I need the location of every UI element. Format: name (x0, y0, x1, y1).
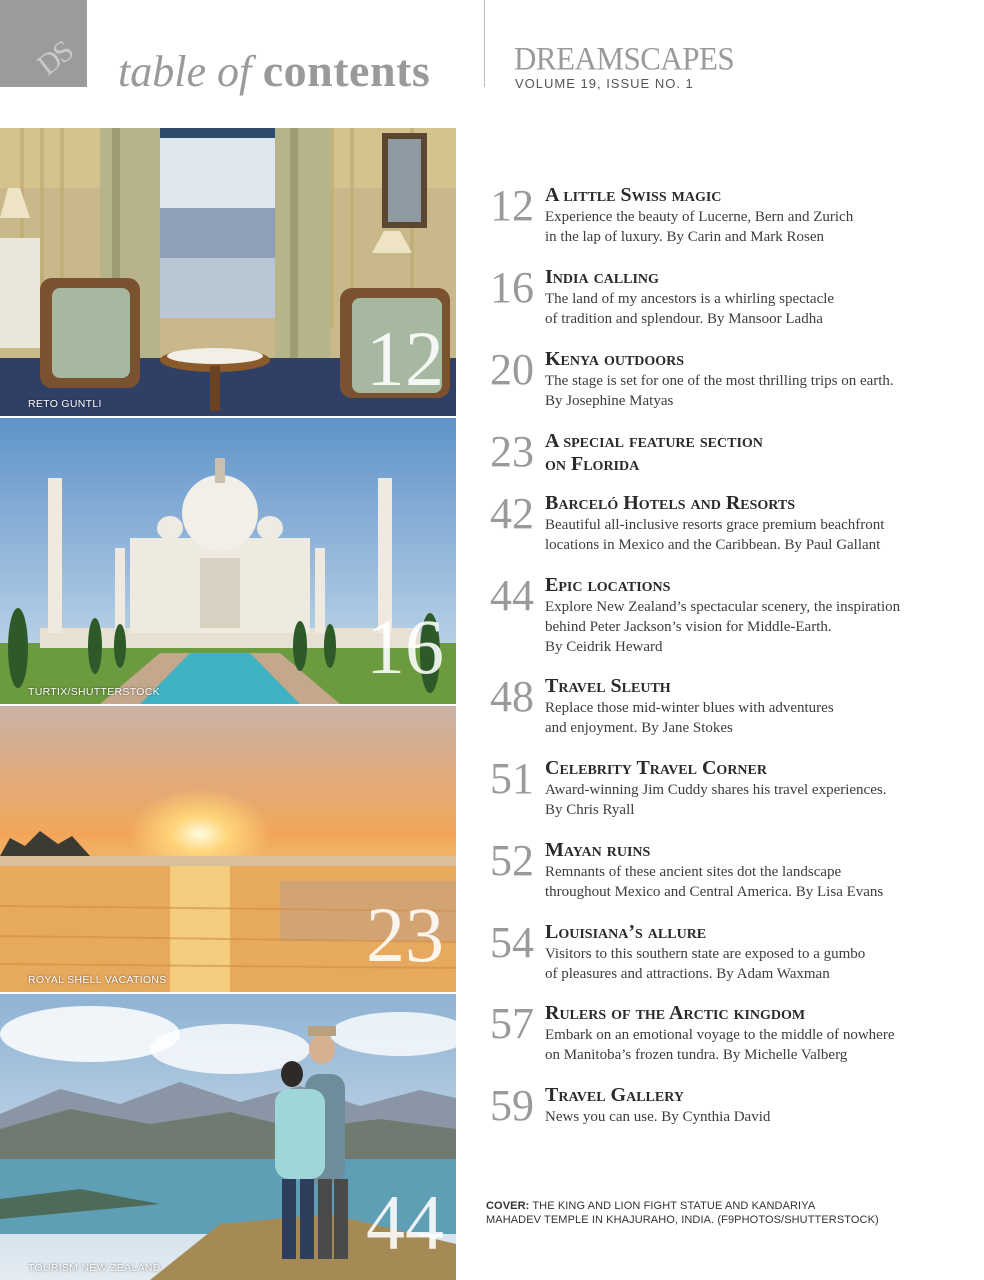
entry-description: Visitors to this southern state are exposed to a gumbo of pleasures and attractions. By Adam Waxman (545, 946, 866, 982)
entry-title[interactable]: A special feature section on Florida (545, 430, 763, 475)
entry-page-number: 16 (490, 263, 534, 312)
entry-description: The stage is set for one of the most thrilling trips on earth. By Josephine Matyas (545, 373, 894, 409)
header-divider (484, 0, 485, 87)
photo-credit: RETO GUNTLI (28, 398, 102, 410)
photo-beach-sunset[interactable] (0, 706, 456, 992)
entry-page-number: 20 (490, 345, 534, 394)
entry-description: Replace those mid-winter blues with adventures and enjoyment. By Jane Stokes (545, 700, 834, 736)
page-title (118, 44, 430, 97)
entry-title[interactable]: Travel Sleuth (545, 675, 671, 697)
entry-title[interactable]: A little Swiss magic (545, 184, 722, 206)
photo-hotel-room[interactable] (0, 128, 456, 416)
photo-new-zealand[interactable] (0, 994, 456, 1280)
entry-page-number: 44 (490, 571, 534, 620)
cover-text-line2: MAHADEV TEMPLE IN KHAJURAHO, INDIA. (F9PHOTOS/SHUTTERSTOCK) (486, 1214, 879, 1226)
entry-page-number: 51 (490, 754, 534, 803)
entry-title[interactable]: Celebrity Travel Corner (545, 757, 767, 779)
entry-title[interactable]: Mayan ruins (545, 839, 651, 861)
issue-label: VOLUME 19, ISSUE NO. 1 (515, 76, 694, 91)
cover-label: COVER: (486, 1200, 530, 1212)
entry-page-number: 23 (490, 427, 534, 476)
entry-description: Experience the beauty of Lucerne, Bern and Zurich in the lap of luxury. By Carin and Mark Rosen (545, 209, 854, 245)
entry-page-number: 48 (490, 672, 534, 721)
entry-title[interactable]: Louisiana’s allure (545, 921, 707, 943)
cover-caption (486, 1199, 946, 1227)
entry-description: Award-winning Jim Cuddy shares his travel experiences. By Chris Ryall (545, 782, 887, 818)
title-italic: table of (118, 47, 252, 96)
entry-description: The land of my ancestors is a whirling spectacle of tradition and splendour. By Mansoor Ladha (545, 291, 835, 327)
entry-title[interactable]: Epic locations (545, 574, 671, 596)
title-bold: contents (262, 45, 431, 96)
entry-title[interactable]: Travel Gallery (545, 1084, 684, 1106)
entry-page-number: 57 (490, 999, 534, 1048)
cover-text-line1: THE KING AND LION FIGHT STATUE AND KANDARIYA (532, 1200, 816, 1212)
ds-logo-block (0, 0, 87, 87)
entry-page-number: 54 (490, 918, 534, 967)
photo-credit: ROYAL SHELL VACATIONS (28, 974, 167, 986)
entry-description: News you can use. By Cynthia David (545, 1109, 771, 1125)
photo-page-number: 44 (366, 1179, 444, 1266)
entry-page-number: 59 (490, 1081, 534, 1130)
entry-description: Explore New Zealand’s spectacular scenery, the inspiration behind Peter Jackson’s vision for Middle-Earth. By Ceidrik Heward (545, 599, 901, 655)
entry-description: Remnants of these ancient sites dot the landscape throughout Mexico and Central America. By Lisa Evans (545, 864, 884, 900)
entry-description: Embark on an emotional voyage to the middle of nowhere on Manitoba’s frozen tundra. By Michelle Valberg (545, 1027, 895, 1063)
photo-taj-mahal[interactable] (0, 418, 456, 704)
photo-page-number: 12 (366, 315, 444, 402)
photo-credit: TOURISM NEW ZEALAND (28, 1262, 161, 1274)
entry-page-number: 52 (490, 836, 534, 885)
photo-credit: TURTIX/SHUTTERSTOCK (28, 686, 160, 698)
entry-title[interactable]: Kenya outdoors (545, 348, 685, 370)
photo-page-number: 23 (366, 891, 444, 978)
photo-page-number: 16 (366, 603, 444, 690)
entry-title[interactable]: Rulers of the Arctic kingdom (545, 1002, 806, 1024)
entry-title[interactable]: Barceló Hotels and Resorts (545, 492, 796, 514)
entry-page-number: 12 (490, 181, 534, 230)
ds-logo: DS (31, 35, 79, 83)
entry-title[interactable]: India calling (545, 266, 659, 288)
entry-page-number: 42 (490, 489, 534, 538)
entry-description: Beautiful all-inclusive resorts grace premium beachfront locations in Mexico and the Caribbean. By Paul Gallant (545, 517, 885, 553)
magazine-name: DREAMSCAPES (514, 40, 735, 77)
